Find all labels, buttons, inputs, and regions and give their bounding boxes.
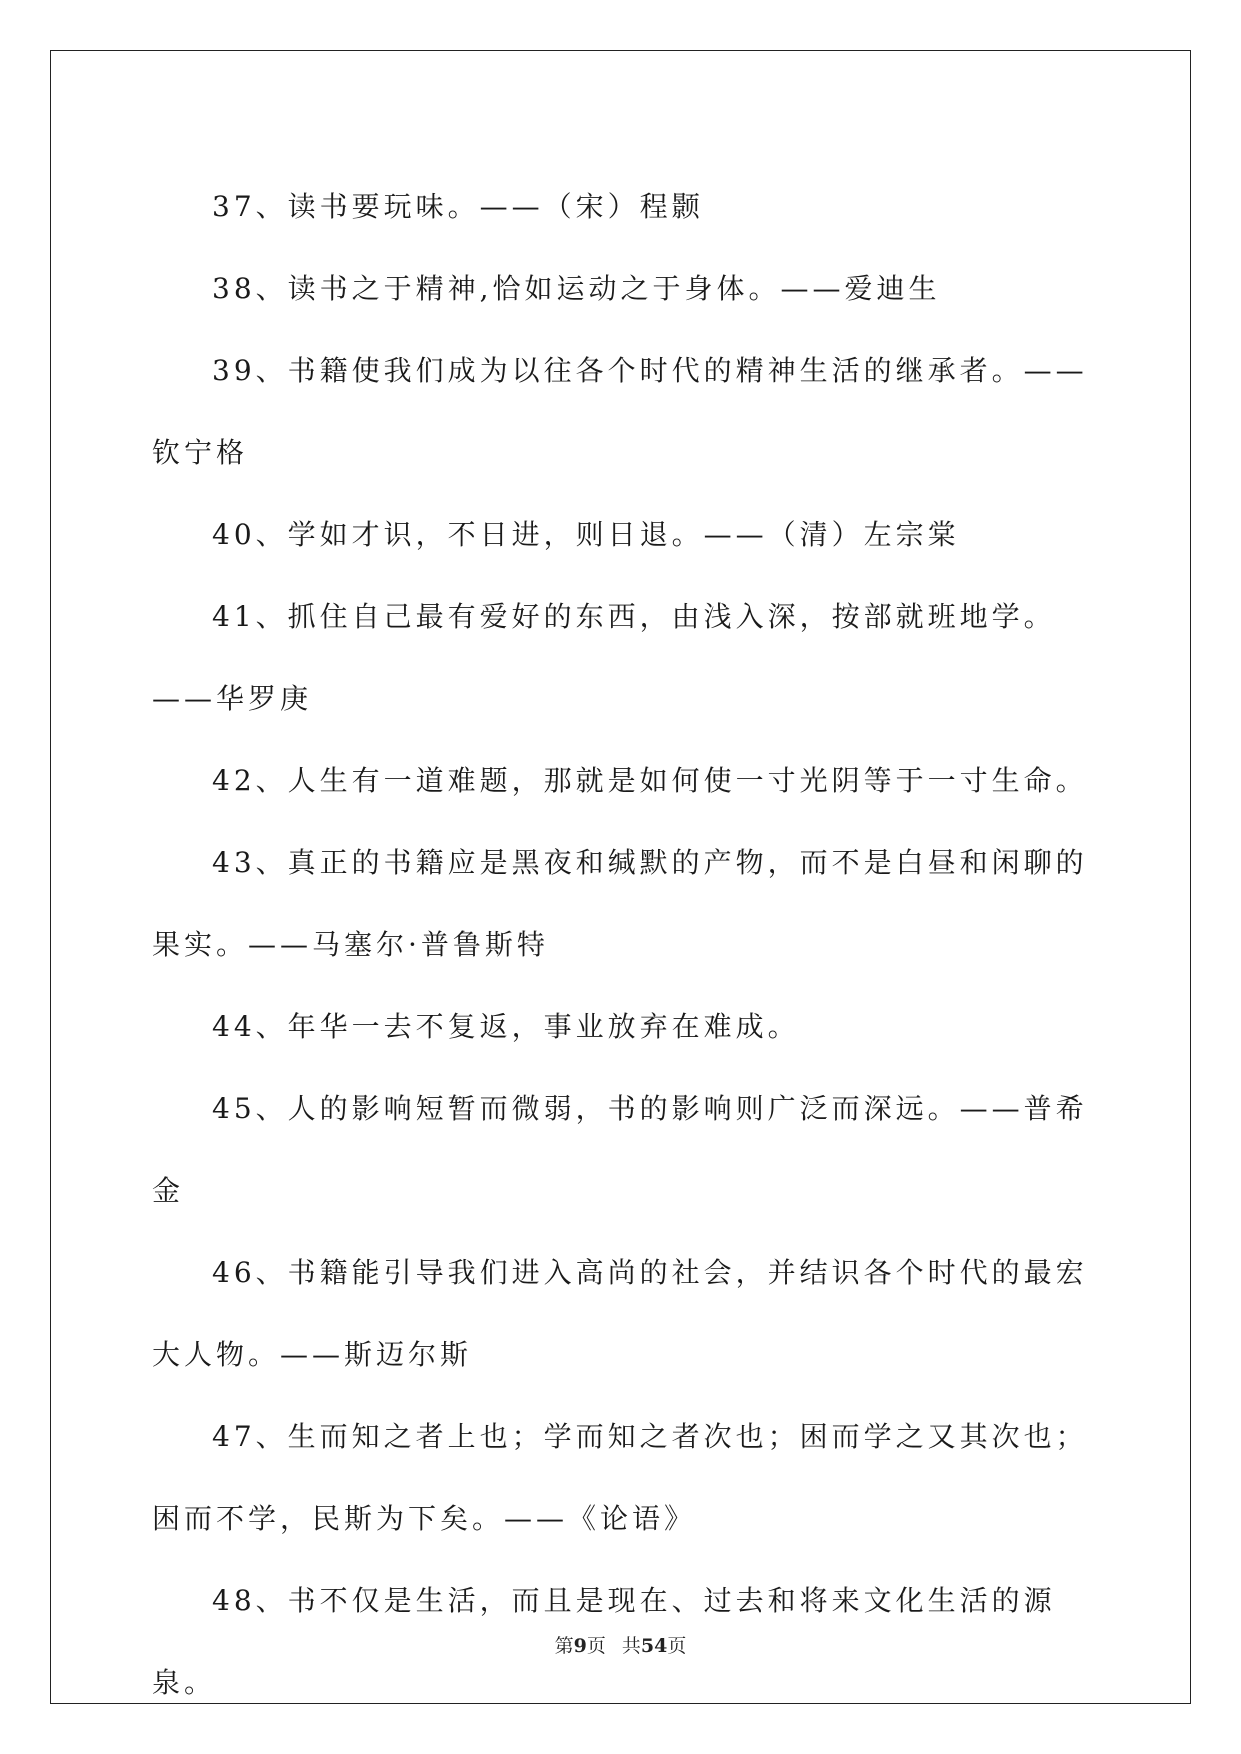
- quote-42: 42、人生有一道难题，那就是如何使一寸光阴等于一寸生命。: [212, 764, 1088, 797]
- quote-45: 45、人的影响短暂而微弱，书的影响则广泛而深远。——普希金: [152, 1092, 1088, 1207]
- quote-40: 40、学如才识，不日进，则日退。——（清）左宗棠: [212, 518, 960, 551]
- quote-41: 41、抓住自己最有爱好的东西，由浅入深，按部就班地学。——华罗庚: [152, 600, 1056, 715]
- quote-39: 39、书籍使我们成为以往各个时代的精神生活的继承者。——钦宁格: [152, 354, 1088, 469]
- page-prefix: 第: [554, 1635, 574, 1657]
- page-number: 9: [573, 1635, 587, 1657]
- quote-46: 46、书籍能引导我们进入高尚的社会，并结识各个时代的最宏大人物。——斯迈尔斯: [152, 1256, 1088, 1371]
- total-prefix: 共: [621, 1635, 641, 1657]
- quote-43: 43、真正的书籍应是黑夜和缄默的产物，而不是白昼和闲聊的果实。——马塞尔·普鲁斯特: [152, 846, 1088, 961]
- total-suffix: 页: [667, 1635, 687, 1657]
- quote-44: 44、年华一去不复返，事业放弃在难成。: [212, 1010, 800, 1043]
- quote-47: 47、生而知之者上也；学而知之者次也；困而学之又其次也；困而不学，民斯为下矣。——《论语》: [152, 1420, 1088, 1535]
- quote-38: 38、读书之于精神,恰如运动之于身体。——爱迪生: [212, 272, 941, 305]
- page-suffix: 页: [586, 1635, 606, 1657]
- total-pages: 54: [640, 1635, 668, 1657]
- quote-37: 37、读书要玩味。——（宋）程颢: [212, 190, 704, 223]
- document-body: [152, 166, 1092, 1724]
- page-footer: [0, 1631, 1241, 1658]
- quote-48: 48、书不仅是生活，而且是现在、过去和将来文化生活的源泉。: [152, 1584, 1056, 1699]
